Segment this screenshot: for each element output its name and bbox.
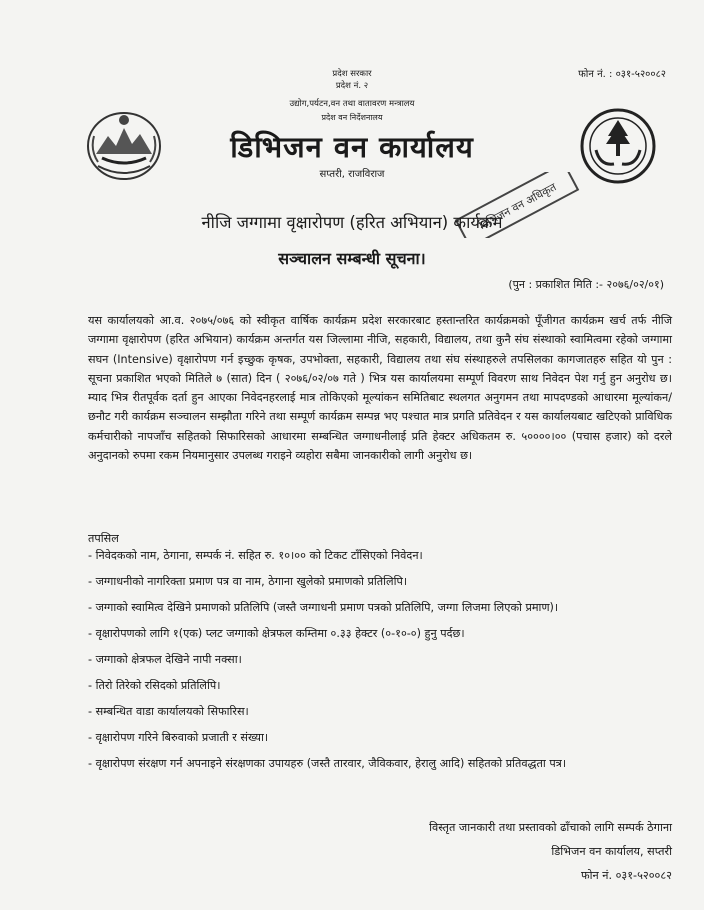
contact-block — [429, 816, 672, 888]
list-item: - तिरो तिरेको रसिदको प्रतिलिपि। — [88, 679, 221, 692]
list-item: - वृक्षारोपणको लागि १(एक) प्लट जग्गाको क्षेत्रफल कम्तिमा ०.३३ हेक्टर (०-१०-०) हुनु पर्दछ। — [88, 627, 465, 640]
contact-intro: विस्तृत जानकारी तथा प्रस्तावको ढाँचाको लागि सम्पर्क ठेगाना — [429, 821, 672, 834]
list-item: - जग्गाको स्वामित्व देखिने प्रमाणको प्रतिलिपि (जस्तै जग्गाधनी प्रमाण पत्रको प्रतिलिपि, जग्गा लिजमा लिएको प्रमाण)। — [88, 601, 559, 614]
list-item: - जग्गाधनीको नागरिक्ता प्रमाण पत्र वा नाम, ठेगाना खुलेको प्रमाणको प्रतिलिपि। — [88, 575, 408, 588]
forest-department-logo-icon — [578, 106, 658, 186]
office-name: डिभिजन वन कार्यालय — [230, 130, 474, 164]
notice-title: सञ्चालन सम्बन्धी सूचना। — [278, 249, 426, 268]
svg-text:डिभिजन वन अधिकृत: डिभिजन वन अधिकृत — [476, 180, 559, 233]
list-item: - वृक्षारोपण संरक्षण गर्न अपनाइने संरक्षणका उपायहरु (जस्तै तारवार, जैविकवार, हेरालु आदि) सहितको प्रतिवद्धता पत्र। — [88, 757, 567, 770]
office-location: सप्तरी, राजविराज — [319, 169, 385, 180]
top-phone-number: फोन नं. : ०३१-५२००८२ — [578, 69, 666, 80]
program-title: नीजि जग्गामा वृक्षारोपण (हरित अभियान) कार्यक्रम — [201, 213, 503, 232]
header-line-1: प्रदेश सरकार — [332, 69, 372, 79]
list-item: - सम्बन्धित वाडा कार्यालयको सिफारिस। — [88, 705, 249, 718]
published-date: (पुन : प्रकाशित मिति :- २०७६/०२/०१) — [508, 278, 664, 291]
header-line-2: प्रदेश नं. २ — [335, 81, 369, 91]
requirements-list — [88, 547, 672, 781]
list-item: - निवेदकको नाम, ठेगाना, सम्पर्क नं. सहित रु. १०।०० को टिकट टाँसिएको निवेदन। — [88, 549, 423, 562]
list-item: - जग्गाको क्षेत्रफल देखिने नापी नक्सा। — [88, 653, 242, 666]
header-line-4: प्रदेश वन निर्देशनालय — [321, 113, 383, 122]
body-paragraph: यस कार्यालयको आ.व. २०७५/०७६ को स्वीकृत वार्षिक कार्यक्रम प्रदेश सरकारबाट हस्तान्तरित कार्यक्रमको पूँजीगत कार्यक्रम खर्च तर्फ नीजि जग्गामा वृक्षारोपण (हरित अभियान) कार्यक्रम अन्तर्गत यस जिल्लामा नीजि, सहकारी, विद्यालय, तथा कुनै संघ संस्थाको स्वामित्वमा रहेको जग्गामा सघन (Intensive) वृक्षारोपण गर्न इच्छुक कृषक, उपभोक्ता, सहकारी, विद्यालय तथा संघ संस्थाहरुले तपसिलका कागजातहरु सहित यो पुन : सूचना प्रकाशित भएको मितिले ७ (सात) दिन ( २०७६/०२/०७ गते ) भित्र यस कार्यालयमा सम्पूर्ण विवरण साथ निवेदन पेश गर्नु हुन अनुरोध छ। म्याद भित्र रीतपूर्वक दर्ता हुन आएका निवेदनहरलाई मात्र तोकिएको मूल्यांकन समितिबाट स्थलगत अनुगमन तथा मापदण्डको आधारमा मूल्यांकन/छनौट गरी कार्यक्रम सञ्चालन सम्झौता गरिने तथा सम्पूर्ण कार्यक्रम सम्पन्न भए पश्चात मात्र प्रगति प्रतिवेदन र यस कार्यालयबाट खटिएको प्राविधिक कर्मचारीको नापजाँच सहितको सिफारिसको आधारमा सम्बन्धित जग्गाधनीलाई प्रति हेक्टर अधिकतम रु. ५००००।०० (पचास हजार) को दरले अनुदानको रुपमा रकम नियमानुसार उपलब्ध गराइने व्यहोरा सबैमा जानकारीको लागी अनुरोध छ। — [88, 314, 672, 463]
notice-body — [88, 311, 672, 465]
header-line-3: उद्योग,पर्यटन,वन तथा वातावरण मन्त्रालय — [289, 99, 415, 109]
contact-phone: फोन नं. ०३१-५२००८२ — [580, 869, 672, 882]
list-heading: तपसिल — [88, 532, 119, 545]
contact-office: डिभिजन वन कार्यालय, सप्तरी — [551, 845, 672, 858]
list-item: - वृक्षारोपण गरिने बिरुवाको प्रजाती र संख्या। — [88, 731, 269, 744]
